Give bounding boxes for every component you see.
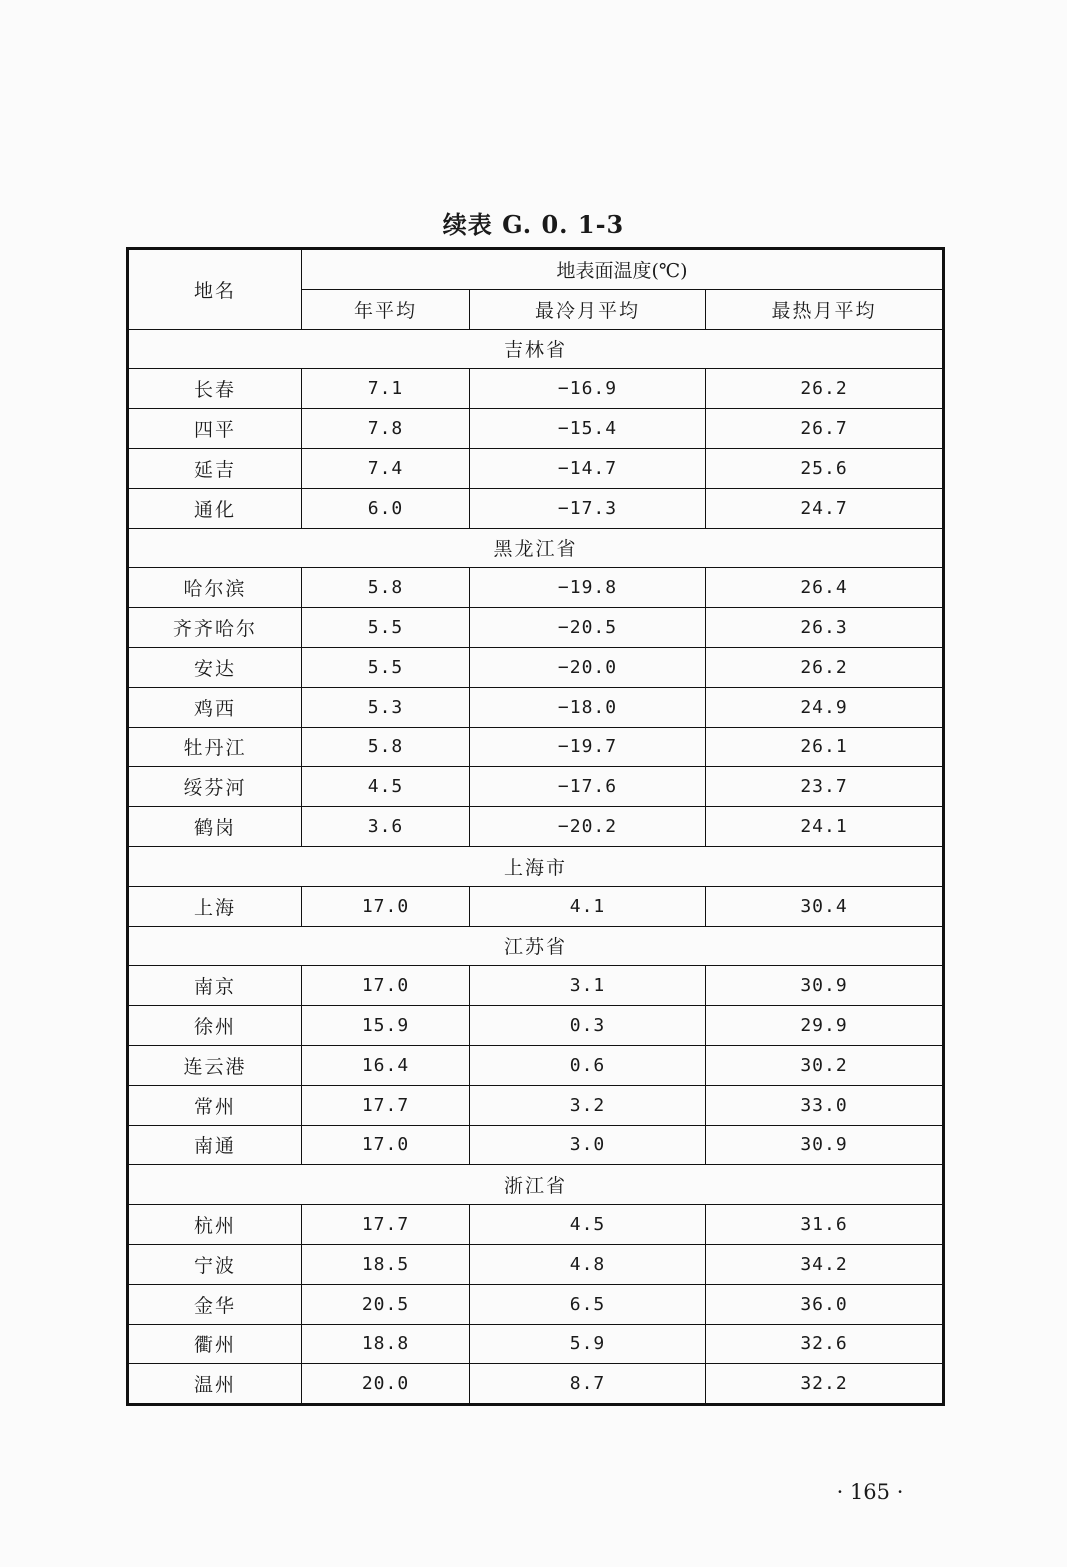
- table-row: [128, 1125, 944, 1165]
- table-row: [128, 568, 944, 608]
- table-row: [128, 488, 944, 528]
- table-row: [128, 369, 944, 409]
- annual-cell: 17.0: [302, 886, 470, 926]
- section-row: [128, 528, 944, 568]
- hottest-cell: 24.9: [706, 687, 944, 727]
- section-row: [128, 1165, 944, 1205]
- coldest-cell: 3.0: [470, 1125, 706, 1165]
- coldest-cell: 4.8: [470, 1244, 706, 1284]
- annual-cell: 15.9: [302, 1006, 470, 1046]
- city-cell: 温州: [128, 1364, 302, 1405]
- hottest-cell: 23.7: [706, 767, 944, 807]
- coldest-cell: −18.0: [470, 687, 706, 727]
- coldest-cell: −20.0: [470, 647, 706, 687]
- city-cell: 通化: [128, 488, 302, 528]
- city-cell: 安达: [128, 647, 302, 687]
- section-name: 浙江省: [128, 1165, 944, 1205]
- coldest-cell: −16.9: [470, 369, 706, 409]
- coldest-cell: −20.5: [470, 608, 706, 648]
- annual-cell: 20.0: [302, 1364, 470, 1405]
- hottest-cell: 26.4: [706, 568, 944, 608]
- header-name: 地名: [128, 249, 302, 330]
- hottest-cell: 26.2: [706, 369, 944, 409]
- hottest-cell: 30.9: [706, 966, 944, 1006]
- table-row: [128, 1205, 944, 1245]
- city-cell: 鹤岗: [128, 807, 302, 847]
- annual-cell: 18.8: [302, 1324, 470, 1364]
- annual-cell: 5.8: [302, 568, 470, 608]
- hottest-cell: 32.2: [706, 1364, 944, 1405]
- city-cell: 上海: [128, 886, 302, 926]
- table-row: [128, 1085, 944, 1125]
- table-row: [128, 647, 944, 687]
- table-row: [128, 966, 944, 1006]
- hottest-cell: 26.1: [706, 727, 944, 767]
- coldest-cell: 5.9: [470, 1324, 706, 1364]
- table-row: [128, 1364, 944, 1405]
- city-cell: 哈尔滨: [128, 568, 302, 608]
- city-cell: 宁波: [128, 1244, 302, 1284]
- coldest-cell: 8.7: [470, 1364, 706, 1405]
- section-name: 上海市: [128, 846, 944, 886]
- hottest-cell: 26.2: [706, 647, 944, 687]
- coldest-cell: 6.5: [470, 1284, 706, 1324]
- table-row: [128, 727, 944, 767]
- hottest-cell: 24.1: [706, 807, 944, 847]
- coldest-cell: 3.2: [470, 1085, 706, 1125]
- annual-cell: 20.5: [302, 1284, 470, 1324]
- table-row: [128, 1045, 944, 1085]
- city-cell: 杭州: [128, 1205, 302, 1245]
- header-hottest: 最热月平均: [706, 289, 944, 329]
- table-row: [128, 1284, 944, 1324]
- coldest-cell: −17.3: [470, 488, 706, 528]
- hottest-cell: 26.7: [706, 409, 944, 449]
- table-row: [128, 409, 944, 449]
- section-name: 吉林省: [128, 329, 944, 369]
- coldest-cell: −19.8: [470, 568, 706, 608]
- header-row-1: [128, 249, 944, 290]
- table-row: [128, 608, 944, 648]
- hottest-cell: 26.3: [706, 608, 944, 648]
- page-number: · 165 ·: [836, 1480, 904, 1504]
- annual-cell: 7.8: [302, 409, 470, 449]
- table-title: 续表 G. 0. 1-3: [442, 210, 625, 239]
- hottest-cell: 30.2: [706, 1045, 944, 1085]
- hottest-cell: 30.4: [706, 886, 944, 926]
- coldest-cell: 0.3: [470, 1006, 706, 1046]
- coldest-cell: 4.1: [470, 886, 706, 926]
- section-row: [128, 846, 944, 886]
- coldest-cell: −17.6: [470, 767, 706, 807]
- table-row: [128, 807, 944, 847]
- city-cell: 南京: [128, 966, 302, 1006]
- hottest-cell: 32.6: [706, 1324, 944, 1364]
- annual-cell: 5.5: [302, 608, 470, 648]
- annual-cell: 17.7: [302, 1085, 470, 1125]
- hottest-cell: 33.0: [706, 1085, 944, 1125]
- coldest-cell: −19.7: [470, 727, 706, 767]
- city-cell: 绥芬河: [128, 767, 302, 807]
- section-name: 黑龙江省: [128, 528, 944, 568]
- annual-cell: 17.0: [302, 1125, 470, 1165]
- annual-cell: 17.7: [302, 1205, 470, 1245]
- city-cell: 鸡西: [128, 687, 302, 727]
- annual-cell: 4.5: [302, 767, 470, 807]
- annual-cell: 5.3: [302, 687, 470, 727]
- temperature-table: [126, 247, 945, 1406]
- coldest-cell: −14.7: [470, 448, 706, 488]
- table-row: [128, 1244, 944, 1284]
- annual-cell: 5.8: [302, 727, 470, 767]
- hottest-cell: 30.9: [706, 1125, 944, 1165]
- annual-cell: 3.6: [302, 807, 470, 847]
- coldest-cell: 3.1: [470, 966, 706, 1006]
- hottest-cell: 31.6: [706, 1205, 944, 1245]
- table-row: [128, 1006, 944, 1046]
- city-cell: 齐齐哈尔: [128, 608, 302, 648]
- section-row: [128, 926, 944, 966]
- city-cell: 连云港: [128, 1045, 302, 1085]
- annual-cell: 6.0: [302, 488, 470, 528]
- coldest-cell: 4.5: [470, 1205, 706, 1245]
- hottest-cell: 34.2: [706, 1244, 944, 1284]
- table-row: [128, 1324, 944, 1364]
- city-cell: 徐州: [128, 1006, 302, 1046]
- header-annual: 年平均: [302, 289, 470, 329]
- section-name: 江苏省: [128, 926, 944, 966]
- table-row: [128, 448, 944, 488]
- city-cell: 南通: [128, 1125, 302, 1165]
- coldest-cell: −15.4: [470, 409, 706, 449]
- header-coldest: 最冷月平均: [470, 289, 706, 329]
- header-group: 地表面温度(℃): [302, 249, 944, 290]
- city-cell: 常州: [128, 1085, 302, 1125]
- hottest-cell: 29.9: [706, 1006, 944, 1046]
- annual-cell: 7.1: [302, 369, 470, 409]
- annual-cell: 7.4: [302, 448, 470, 488]
- table-row: [128, 687, 944, 727]
- hottest-cell: 25.6: [706, 448, 944, 488]
- city-cell: 四平: [128, 409, 302, 449]
- city-cell: 长春: [128, 369, 302, 409]
- section-row: [128, 329, 944, 369]
- coldest-cell: −20.2: [470, 807, 706, 847]
- city-cell: 金华: [128, 1284, 302, 1324]
- table-row: [128, 886, 944, 926]
- city-cell: 延吉: [128, 448, 302, 488]
- hottest-cell: 24.7: [706, 488, 944, 528]
- annual-cell: 5.5: [302, 647, 470, 687]
- table-row: [128, 767, 944, 807]
- coldest-cell: 0.6: [470, 1045, 706, 1085]
- annual-cell: 18.5: [302, 1244, 470, 1284]
- hottest-cell: 36.0: [706, 1284, 944, 1324]
- city-cell: 牡丹江: [128, 727, 302, 767]
- annual-cell: 17.0: [302, 966, 470, 1006]
- annual-cell: 16.4: [302, 1045, 470, 1085]
- city-cell: 衢州: [128, 1324, 302, 1364]
